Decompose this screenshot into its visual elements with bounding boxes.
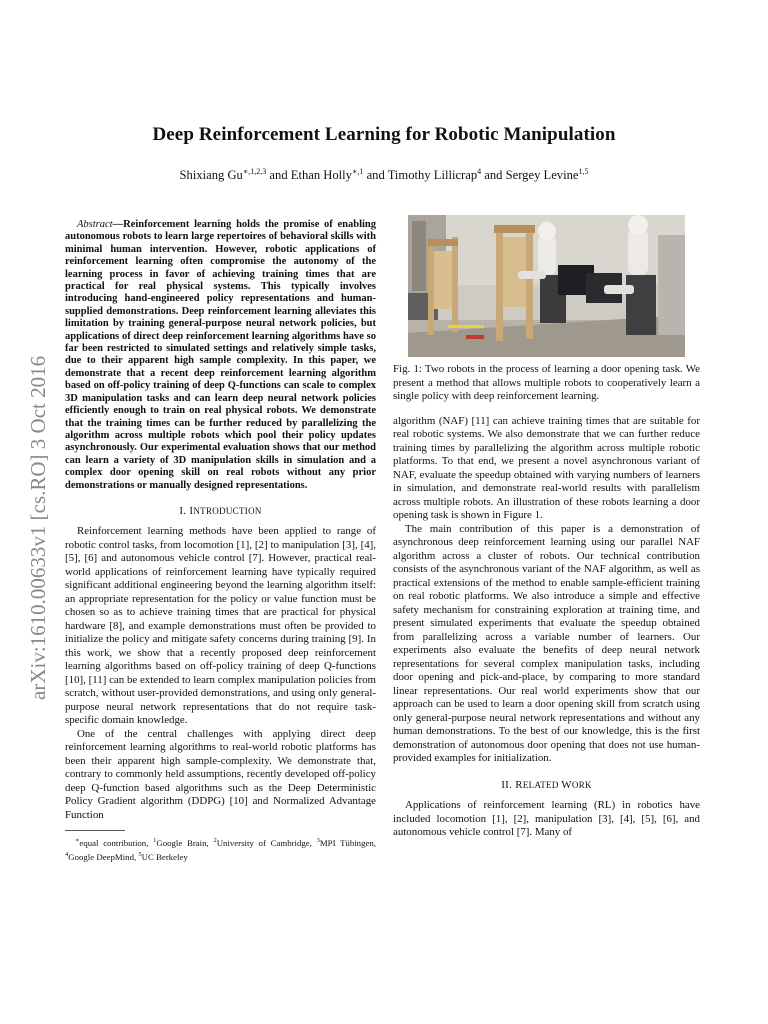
section-title-rest: ORK xyxy=(571,779,592,790)
abstract-text: Reinforcement learning holds the promise of enabling autonomous robots to learn large repertoires of behavioral skills with minimal human intervention. However, robotic applications of reinforcement learning often compromise the autonomy of the learning process in favor of achieving training times that are practical for real physical systems. This typically involves introducing hand-engineered policy representations and human-supplied demonstrations. Deep reinforcement learning alleviates this limitation by training general-purpose neural network policies, but applications of direct deep reinforcement learning algorithms have so far been restricted to simulated settings and relatively simple tasks, due to their apparent high sample complexity. In this paper, we demonstrate that a recent deep reinforcement learning algorithm based on off-policy training of deep Q-functions can scale to complex 3D manipulation tasks and can learn deep neural network policies efficiently enough to train on real physical robots. We demonstrate that the training times can be further reduced by parallelizing the algorithm across multiple robots which pool their policy updates asynchronously. Our experimental evaluation shows that our method can learn a variety of 3D manipulation skills in simulation and a complex door opening skill on real robots without any prior demonstrations or manually designed representations. xyxy=(65,219,376,491)
footnote-text: University of Cambridge, xyxy=(216,838,317,849)
author-affiliation: ∗,1 xyxy=(351,167,364,176)
section-heading-introduction xyxy=(65,505,376,519)
author-name: Timothy Lillicrap xyxy=(387,168,478,183)
paper-title: Deep Reinforcement Learning for Robotic Manipulation xyxy=(152,124,616,145)
footnote-marker: 3 xyxy=(316,837,320,845)
footnote-marker: ∗ xyxy=(75,837,80,845)
paragraph: Reinforcement learning methods have been applied to range of robotic control tasks, from locomotion [1], [2] to manipulation [3], [4], [5], [6] and autonomous vehicle control [7]. However, practical real-world applications of reinforcement learning have typically required significant additional engineering beyond the learning algorithm itself: an appropriate representation for the policy or value function must be chosen so as to achieve training times that are practical for physical hardware [8], and example demonstrations must often be provided to initialize the policy and mitigate safety concerns during training [9]. In this work, we show that a recently proposed deep reinforcement learning algorithms based on off-policy training of deep Q-functions [10], [11] can be extended to learn complex manipulation policies from scratch, without user-provided demonstrations, and using only general-purpose neural network representations that do not require task-specific domain knowledge. xyxy=(65,525,376,727)
footnote-marker: 2 xyxy=(213,837,217,845)
abstract xyxy=(65,219,376,492)
footnote-text: MPI Tübingen, xyxy=(319,838,376,849)
footnote-text: Google Brain, xyxy=(156,838,214,849)
paragraph: One of the central challenges with applying direct deep reinforcement learning algorithms to real-world robotic platforms has been their apparent high sample-complexity. We demonstrate that, contrary to commonly held assumptions, recently developed off-policy deep Q-function based algorithms such as the Deep Deterministic Policy Gradient algorithm (DDPG) [10] and Normalized Advantage Function xyxy=(65,727,376,821)
section-title-rest: ELATED xyxy=(522,779,562,790)
author-affiliation: 4 xyxy=(477,167,482,176)
section-title-initial: R xyxy=(515,778,523,791)
section-number: I. xyxy=(179,504,190,517)
section-heading-related-work xyxy=(393,779,700,793)
author-affiliation: 1,5 xyxy=(578,167,589,176)
left-column xyxy=(65,219,376,863)
figure-robots-photo xyxy=(408,215,685,357)
footnote-marker: 4 xyxy=(65,851,69,859)
footnote-divider xyxy=(65,830,125,831)
footnote-text: equal contribution, xyxy=(79,838,154,849)
arxiv-stamp xyxy=(22,278,54,708)
robots-photo-illustration xyxy=(408,215,685,357)
section-title-initial: I xyxy=(189,504,194,517)
section-number: II. xyxy=(501,778,516,791)
paragraph: The main contribution of this paper is a demonstration of asynchronous deep reinforcement learning using our parallel NAF algorithm across a cluster of robots. Our technical contribution consists of the asynchronous variant of the NAF algorithm, as well as practical extensions of the method to enable sample-efficient training on real robotic platforms. We also introduce a simple and effective safety mechanism for constraining exploration at training time, and present simulated experiments that evaluate the speedup obtained from parallelizing across a variable number of learners. Our experiments also evaluate the benefits of deep neural network representations for several complex manipulation tasks, including door opening and pick-and-place, by comparing to more standard linear representations. Our real world experiments show that our approach can be used to learn a door opening skill from scratch using only general-purpose neural network representations and without any human demonstrations. To the best of our knowledge, this is the first demonstration of autonomous door opening that does not use human-provided examples for initialization. xyxy=(393,522,700,764)
figure-caption: Fig. 1: Two robots in the process of learning a door opening task. We present a method that allows multiple robots to cooperatively learn a single policy with deep reinforcement learning. xyxy=(393,363,700,402)
footnote xyxy=(65,835,376,863)
abstract-label: Abstract xyxy=(77,219,113,230)
author-name: Sergey Levine xyxy=(505,168,579,183)
author-separator: and xyxy=(363,168,388,183)
right-column xyxy=(393,215,700,840)
paragraph: Applications of reinforcement learning (RL) in robotics have included locomotion [1], [2], manipulation [3], [4], [5], [6], and autonomous vehicle control [7]. Many of xyxy=(393,799,700,838)
author-name: Ethan Holly xyxy=(290,168,352,183)
abstract-dash: — xyxy=(112,219,124,230)
author-separator: and xyxy=(266,168,291,183)
arxiv-stamp-text: arXiv:1610.00633v1 [cs.RO] 3 Oct 2016 xyxy=(26,355,50,700)
paragraph: algorithm (NAF) [11] can achieve training times that are suitable for real robotic systems. We also demonstrate that we can further reduce training times by parallelizing the algorithm across multiple robotic platforms. To that end, we present a novel asynchronous variant of NAF, evaluate the speedup obtained with varying numbers of learners in simulation, and demonstrate real-world results with parallelism across multiple robots. An illustration of these robots learning a door opening task is shown in Figure 1. xyxy=(393,414,700,521)
author-separator: and xyxy=(481,168,506,183)
footnote-marker: 5 xyxy=(138,851,142,859)
footnote-marker: 1 xyxy=(153,837,157,845)
footnote-text: UC Berkeley xyxy=(141,852,188,863)
section-title-initial: W xyxy=(561,778,572,791)
footnote-text: Google DeepMind, xyxy=(68,852,139,863)
author-list xyxy=(0,167,768,183)
author-affiliation: ∗,1,2,3 xyxy=(242,167,267,176)
section-title-rest: NTRODUCTION xyxy=(193,505,262,516)
author-name: Shixiang Gu xyxy=(179,168,243,183)
